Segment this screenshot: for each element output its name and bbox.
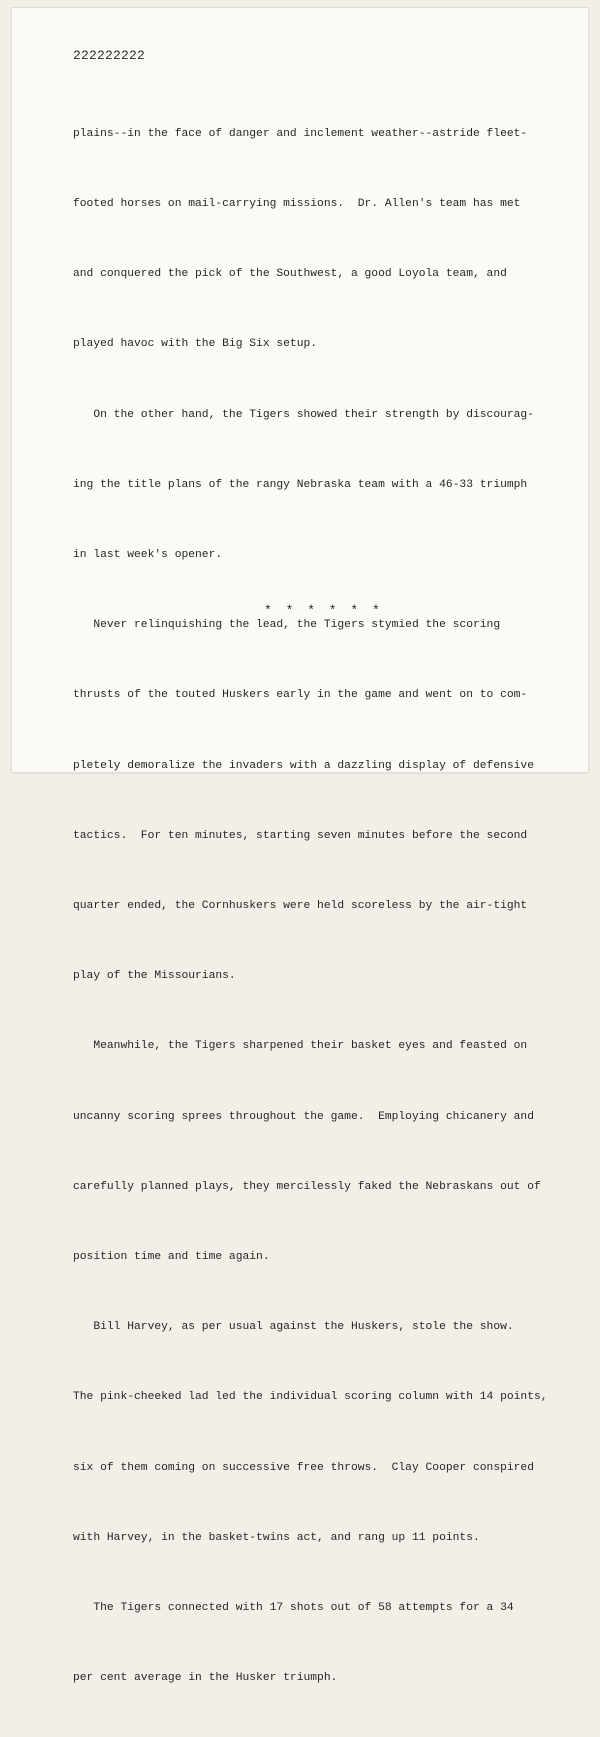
text-line: On the other hand, the Tigers showed their strength by discourag- <box>73 408 534 421</box>
text-line: per cent average in the Husker triumph. <box>73 1672 338 1685</box>
text-line: six of them coming on successive free throws. Clay Cooper conspired <box>73 1461 534 1474</box>
text-line: in last week's opener. <box>73 549 223 562</box>
text-line: position time and time again. <box>73 1251 270 1264</box>
text-line: Never relinquishing the lead, the Tigers stymied the scoring <box>73 619 501 632</box>
text-line: play of the Missourians. <box>73 970 236 983</box>
text-line: Meanwhile, the Tigers sharpened their basket eyes and feasted on <box>73 1040 528 1053</box>
text-line: The pink-cheeked lad led the individual scoring column with 14 points, <box>73 1391 548 1404</box>
text-line: uncanny scoring sprees throughout the game. Employing chicanery and <box>73 1110 534 1123</box>
text-line: footed horses on mail-carrying missions. Dr. Allen's team has met <box>73 198 521 211</box>
page-number: 222222222 <box>73 48 146 63</box>
section-separator: * * * * * * <box>264 603 383 618</box>
text-line: pletely demoralize the invaders with a dazzling display of defensive <box>73 759 534 772</box>
text-line: ing the title plans of the rangy Nebraska team with a 46-33 triumph <box>73 478 528 491</box>
article-body <box>73 76 553 1737</box>
text-line: Bill Harvey, as per usual against the Huskers, stole the show. <box>73 1321 514 1334</box>
text-line: plains--in the face of danger and inclement weather--astride fleet- <box>73 127 528 140</box>
text-line: The Tigers connected with 17 shots out of 58 attempts for a 34 <box>73 1602 514 1615</box>
text-line: thrusts of the touted Huskers early in the game and went on to com- <box>73 689 528 702</box>
text-line: played havoc with the Big Six setup. <box>73 338 318 351</box>
text-line: carefully planned plays, they mercilessly faked the Nebraskans out of <box>73 1180 541 1193</box>
document-page <box>12 8 588 1685</box>
text-line: and conquered the pick of the Southwest, a good Loyola team, and <box>73 268 507 281</box>
text-line: with Harvey, in the basket-twins act, and rang up 11 points. <box>73 1531 480 1544</box>
text-line: tactics. For ten minutes, starting seven minutes before the second <box>73 829 528 842</box>
text-line: quarter ended, the Cornhuskers were held scoreless by the air-tight <box>73 900 528 913</box>
